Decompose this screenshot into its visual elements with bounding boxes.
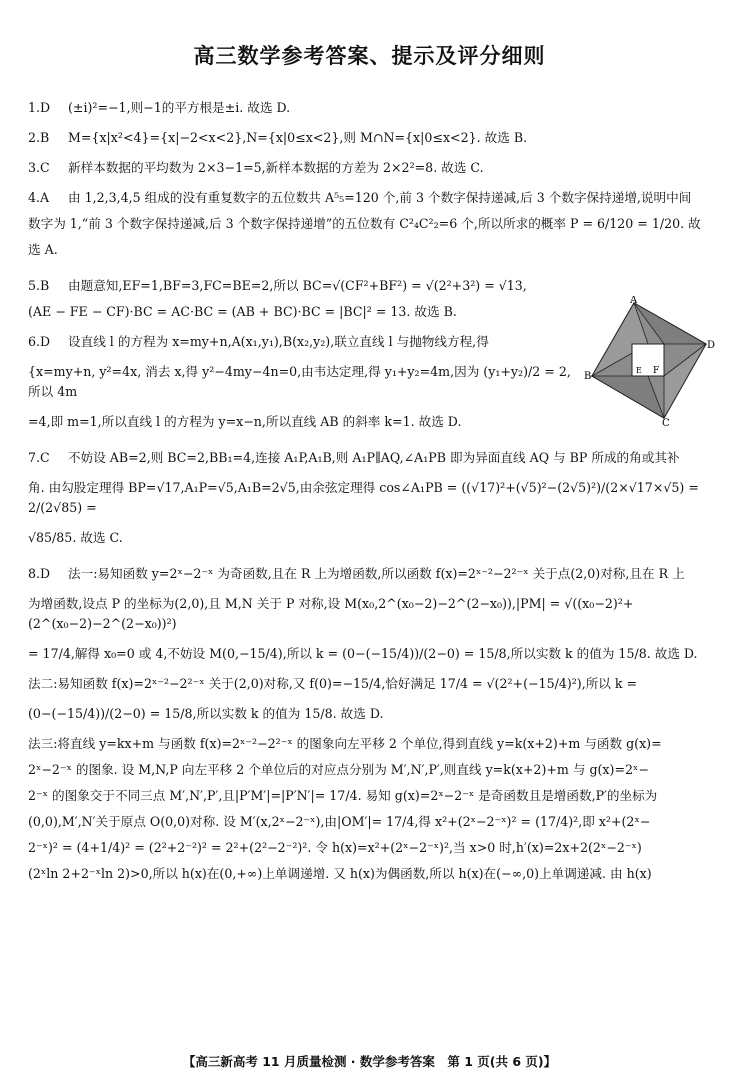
answer-line: 由题意知,EF=1,BF=3,FC=BE=2,所以 BC=√(CF²+BF²) = √(2²+3²) = √13,: [68, 278, 527, 293]
page-footer: 【高三新高考 11 月质量检测 · 数学参考答案 第 1 页(共 6 页)】: [182, 1054, 557, 1069]
answer-line: M={x|x²<4}={x|−2<x<2},N={x|0≤x<2},则 M∩N={x|0≤x<2}. 故选 B.: [68, 130, 528, 145]
answer-item: [28, 128, 712, 148]
question-number: 7.C: [28, 450, 50, 465]
answer-item: [28, 98, 712, 118]
answer-line: 新样本数据的平均数为 2×3−1=5,新样本数据的方差为 2×2²=8. 故选 C.: [68, 160, 484, 175]
question-number: 1.D: [28, 100, 51, 115]
label-f: F: [653, 366, 660, 376]
answer-line: 2⁻ˣ)² = (4+1/4)² = (2²+2⁻²)² = 2²+(2²−2⁻²)². 令 h(x)=x²+(2ˣ−2⁻ˣ)²,当 x>0 时,h′(x)=2x+2(2ˣ−2⁻ˣ): [28, 840, 642, 855]
label-b: B: [584, 371, 592, 382]
answer-item: [28, 448, 712, 468]
answer-line: (0,0),M′,N′关于原点 O(0,0)对称. 设 M′(x,2ˣ−2⁻ˣ),由|OM′|= 17/4,得 x²+(2ˣ−2⁻ˣ)² = (17/4)²,即 x²+(2ˣ−: [28, 814, 651, 829]
answer-line: 数字为 1,“前 3 个数字保持递减,后 3 个数字保持递增”的五位数有 C²₄C²₂=6 个,所以所求的概率 P = 6/120 = 1/20. 故: [28, 216, 701, 231]
answer-item: [28, 188, 712, 208]
answer-line: (2ˣln 2+2⁻ˣln 2)>0,所以 h(x)在(0,+∞)上单调递增. 又 h(x)为偶函数,所以 h(x)在(−∞,0)上单调递减. 由 h(x): [28, 866, 652, 881]
page-title: 高三数学参考答案、提示及评分细则: [193, 44, 546, 68]
answer-line: 法一:易知函数 y=2ˣ−2⁻ˣ 为奇函数,且在 R 上为增函数,所以函数 f(x)=2ˣ⁻²−2²⁻ˣ 关于点(2,0)对称,且在 R 上: [68, 566, 685, 581]
answer-line: 不妨设 AB=2,则 BC=2,BB₁=4,连接 A₁P,A₁B,则 A₁P∥AQ,∠A₁PB 即为异面直线 AQ 与 BP 所成的角或其补: [68, 450, 680, 465]
answer-content: [28, 98, 712, 884]
answer-line: (0−(−15/4))/(2−0) = 15/8,所以实数 k 的值为 15/8. 故选 D.: [28, 706, 384, 721]
answer-line: (±i)²=−1,则−1的平方根是±i. 故选 D.: [68, 100, 291, 115]
answer-line: 2⁻ˣ 的图象交于不同三点 M′,N′,P′,且|P′M′|=|P′N′|= 17/4. 易知 g(x)=2ˣ−2⁻ˣ 是奇函数且是增函数,P′的坐标为: [28, 788, 658, 803]
answer-item: [28, 158, 712, 178]
answer-line: = 17/4,解得 x₀=0 或 4,不妨设 M(0,−15/4),所以 k = (0−(−15/4))/(2−0) = 15/8,所以实数 k 的值为 15/8. 故选 D.: [28, 646, 698, 661]
geometry-figure: [584, 296, 716, 430]
answer-line: 设直线 l 的方程为 x=my+n,A(x₁,y₁),B(x₂,y₂),联立直线 l 与抛物线方程,得: [68, 334, 489, 349]
answer-item: [28, 564, 712, 584]
label-d: D: [707, 340, 716, 351]
question-number: 5.B: [28, 278, 50, 293]
answer-line: 2ˣ−2⁻ˣ 的图象. 设 M,N,P 向左平移 2 个单位后的对应点分别为 M′,N′,P′,则直线 y=k(x+2)+m 与 g(x)=2ˣ−: [28, 762, 649, 777]
answer-line: √85/85. 故选 C.: [28, 530, 123, 545]
question-number: 3.C: [28, 160, 50, 175]
question-number: 4.A: [28, 190, 50, 205]
answer-line: 角. 由勾股定理得 BP=√17,A₁P=√5,A₁B=2√5,由余弦定理得 cos∠A₁PB = ((√17)²+(√5)²−(2√5)²)/(2×√17×√5) = 2/(2√85) =: [28, 480, 699, 515]
answer-item: [28, 276, 583, 296]
question-number: 6.D: [28, 334, 51, 349]
question-number: 8.D: [28, 566, 51, 581]
answer-line: 选 A.: [28, 242, 58, 257]
answer-item: [28, 332, 583, 352]
answer-line: =4,即 m=1,所以直线 l 的方程为 y=x−n,所以直线 AB 的斜率 k=1. 故选 D.: [28, 414, 462, 429]
label-a: A: [630, 296, 638, 306]
question-number: 2.B: [28, 130, 50, 145]
label-e: E: [636, 366, 642, 375]
answer-line: (AE − FE − CF)·BC = AC·BC = (AB + BC)·BC = |BC|² = 13. 故选 B.: [28, 304, 457, 319]
label-c: C: [662, 418, 670, 426]
answer-line: 法三:将直线 y=kx+m 与函数 f(x)=2ˣ⁻²−2²⁻ˣ 的图象向左平移 2 个单位,得到直线 y=k(x+2)+m 与函数 g(x)=: [28, 736, 662, 751]
answer-line: {x=my+n, y²=4x, 消去 x,得 y²−4my−4n=0,由韦达定理,得 y₁+y₂=4m,因为 (y₁+y₂)/2 = 2,所以 4m: [28, 364, 571, 399]
answer-line: 法二:易知函数 f(x)=2ˣ⁻²−2²⁻ˣ 关于(2,0)对称,又 f(0)=−15/4,恰好满足 17/4 = √(2²+(−15/4)²),所以 k =: [28, 676, 638, 691]
square-diagram: [584, 296, 716, 426]
answer-line: 为增函数,设点 P 的坐标为(2,0),且 M,N 关于 P 对称,设 M(x₀,2^(x₀−2)−2^(2−x₀)),|PM| = √((x₀−2)²+(2^(x₀−2)−2^(2−x₀))²): [28, 596, 634, 631]
answer-line: 由 1,2,3,4,5 组成的没有重复数字的五位数共 A⁵₅=120 个,前 3 个数字保持递减,后 3 个数字保持递增,说明中间: [68, 190, 692, 205]
